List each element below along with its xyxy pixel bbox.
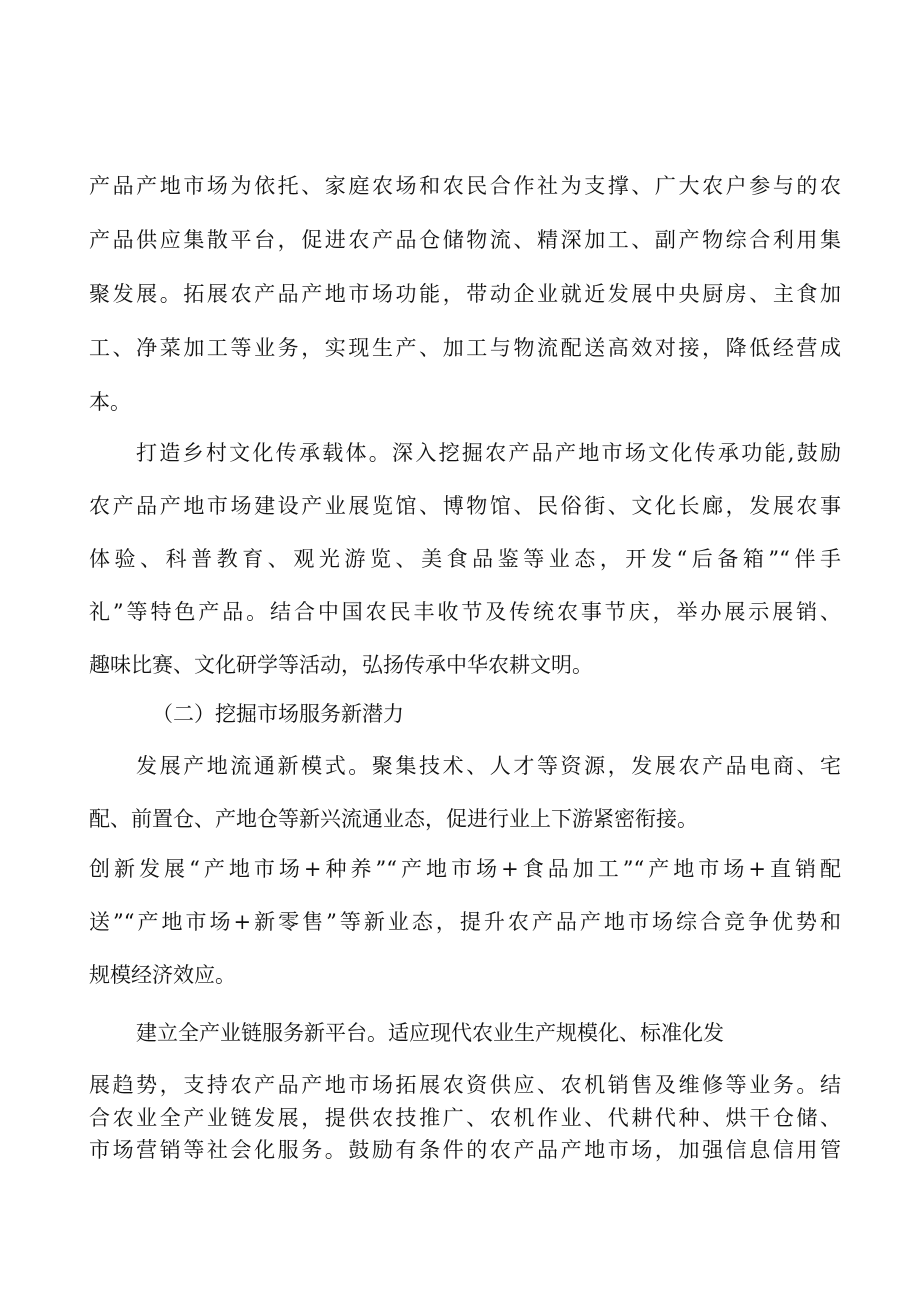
paragraph-2-line-5: 趣味比赛、文化研学等活动，弘扬传承中华农耕文明。 <box>89 653 593 677</box>
paragraph-1-line-5: 本。 <box>89 390 131 414</box>
paragraph-1-line-4: 工、净菜加工等业务，实现生产、加工与物流配送高效对接，降低经营成 <box>89 336 841 360</box>
paragraph-2-line-3: 体验、科普教育、观光游览、美食品鉴等业态，开发“后备箱”“伴手 <box>89 547 841 571</box>
paragraph-5-line-3: 合农业全产业链发展，提供农技推广、农机作业、代耕代种、烘干仓储、 <box>89 1106 841 1130</box>
paragraph-3-line-1: 发展产地流通新模式。聚集技术、人才等资源，发展农产品电商、宅 <box>136 754 841 778</box>
paragraph-4-line-1: 创新发展“产地市场+种养”“产地市场+食品加工”“产地市场+直销配 <box>89 857 841 881</box>
paragraph-2-line-2: 农产品产地市场建设产业展览馆、博物馆、民俗街、文化长廊，发展农事 <box>89 494 841 518</box>
paragraph-1-line-1: 产品产地市场为依托、家庭农场和农民合作社为支撑、广大农户参与的农 <box>89 174 841 198</box>
paragraph-4-line-3: 规模经济效应。 <box>89 963 236 987</box>
paragraph-2-line-1: 打造乡村文化传承载体。深入挖掘农产品产地市场文化传承功能,鼓励 <box>136 441 841 465</box>
section-heading: （二）挖掘市场服务新潜力 <box>152 702 404 726</box>
paragraph-5-line-2: 展趋势，支持农产品产地市场拓展农资供应、农机销售及维修等业务。结 <box>89 1073 841 1097</box>
paragraph-5-line-4: 市场营销等社会化服务。鼓励有条件的农产品产地市场，加强信息信用管 <box>89 1138 841 1162</box>
paragraph-3-line-2: 配、前置仓、产地仓等新兴流通业态，促进行业上下游紧密衔接。 <box>89 807 698 831</box>
paragraph-2-line-4: 礼”等特色产品。结合中国农民丰收节及传统农事节庆，举办展示展销、 <box>89 600 841 624</box>
paragraph-4-line-2: 送”“产地市场+新零售”等新业态，提升农产品产地市场综合竞争优势和 <box>89 910 841 934</box>
paragraph-1-line-2: 产品供应集散平台，促进农产品仓储物流、精深加工、副产物综合利用集 <box>89 228 841 252</box>
paragraph-1-line-3: 聚发展。拓展农产品产地市场功能，带动企业就近发展中央厨房、主食加 <box>89 282 841 306</box>
paragraph-5-line-1: 建立全产业链服务新平台。适应现代农业生产规模化、标准化发 <box>136 1021 724 1045</box>
